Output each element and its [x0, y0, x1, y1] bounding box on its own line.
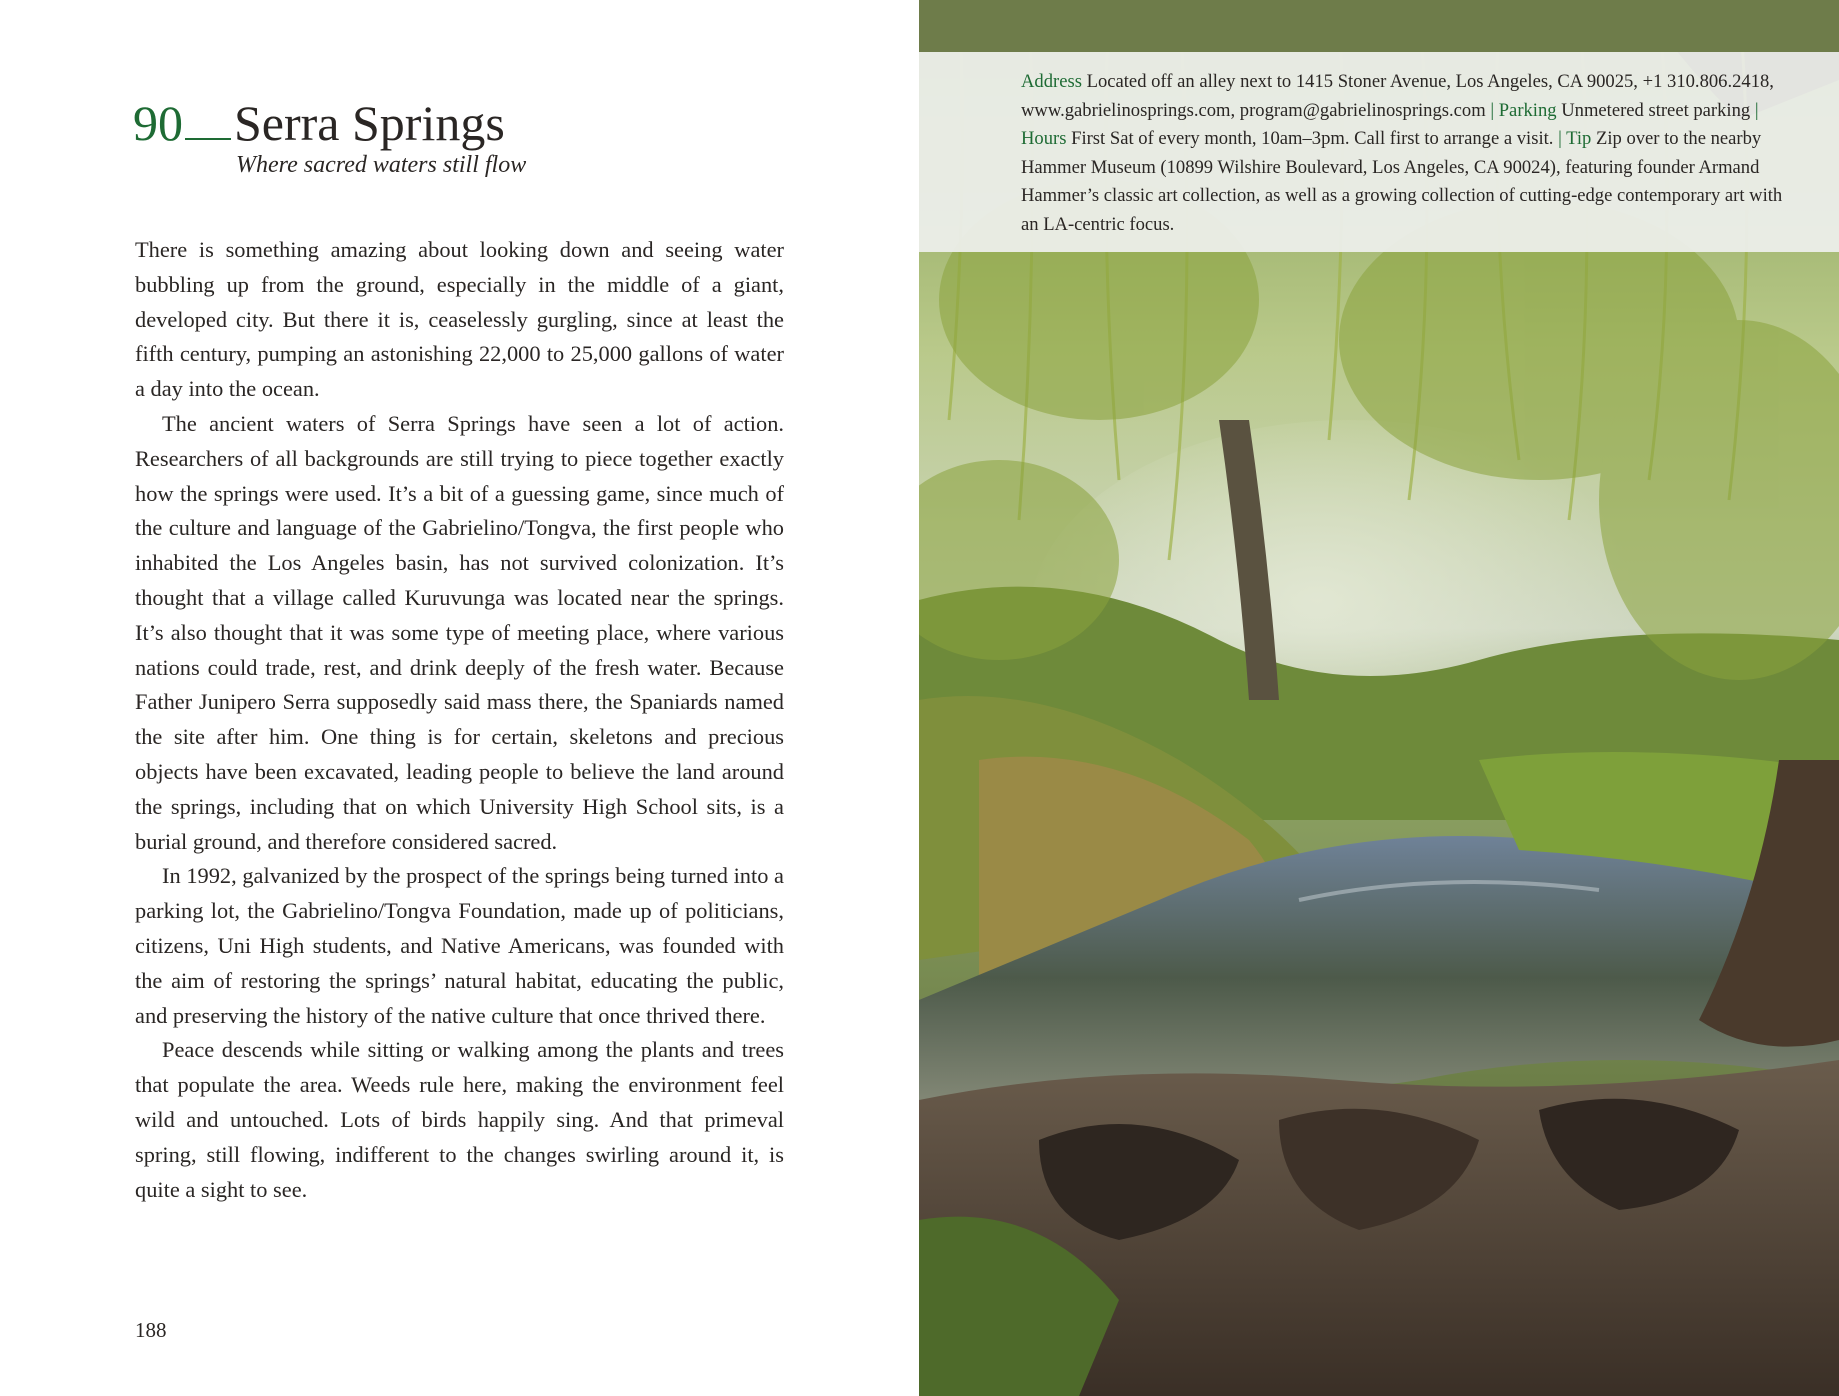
body-paragraph: Peace descends while sitting or walking among the plants and trees that populate the area. Weeds rule here, making the environment feel wild and untouched. Lots of birds happily sing. And that primeval spring, still flowing, indifferent to the changes swirling around it, is quite a sight to see.	[135, 1037, 784, 1202]
chapter-subtitle: Where sacred waters still flow	[236, 152, 527, 178]
tip-text: Zip over to the nearby Hammer Museum (10899 Wilshire Boulevard, Los Angeles, CA 90024), featuring founder Armand Hammer’s classic art collection, as well as a growing collection of cutting-edge contemporary art with an LA-centric focus.	[1021, 128, 1783, 235]
address-label: Address	[1021, 71, 1082, 92]
heading-rule	[185, 138, 231, 140]
parking-text: Unmetered street parking	[1561, 99, 1751, 121]
tip-label: Tip	[1566, 128, 1592, 150]
body-paragraph: There is something amazing about looking down and seeing water bubbling up from the ground, especially in the middle of a giant, developed city. But there it is, ceaselessly gurgling, since at least the fifth century, pumping an astonishing 22,000 to 25,000 gallons of water a day into the ocean.	[135, 237, 784, 402]
chapter-heading	[133, 95, 553, 151]
separator: |	[1558, 128, 1562, 150]
hours-label: Hours	[1021, 128, 1067, 150]
left-page	[0, 0, 919, 1396]
address-text: Located off an alley next to 1415 Stoner Avenue, Los Angeles, CA 90025, +1 310.806.2418, www.gabrielinosprings.com, program@gabrielinosprings.com	[1021, 71, 1774, 121]
separator: |	[1490, 99, 1495, 121]
body-paragraph: In 1992, galvanized by the prospect of the springs being turned into a parking lot, the Gabrielino/Tongva Foundation, made up of politicians, citizens, Uni High students, and Native Americans, was founded with the aim of restoring the springs’ natural habitat, educating the public, and preserving the history of the native culture that once thrived there.	[135, 863, 784, 1028]
page-number: 188	[135, 1318, 167, 1342]
chapter-number: 90	[133, 95, 183, 151]
hours-text: First Sat of every month, 10am–3pm. Call first to arrange a visit.	[1071, 128, 1554, 150]
parking-label: Parking	[1498, 99, 1557, 121]
body-text	[135, 233, 784, 1207]
body-paragraph: The ancient waters of Serra Springs have seen a lot of action. Researchers of all backgrounds are still trying to piece together exactly how the springs were used. It’s a bit of a guessing game, since much of the culture and language of the Gabrielino/Tongva, the first people who inhabited the Los Angeles basin, has not survived colonization. It’s thought that a village called Kuruvunga was located near the springs. It’s also thought that it was some type of meeting place, where various nations could trade, rest, and drink deeply of the fresh water. Because Father Junipero Serra supposedly said mass there, the Spaniards named the site after him. One thing is for certain, skeletons and precious objects have been excavated, leading people to believe the land around the springs, including that on which University High School sits, is a burial ground, and therefore considered sacred.	[135, 410, 784, 854]
info-box	[919, 52, 1839, 252]
chapter-title: Serra Springs	[234, 95, 505, 151]
separator: |	[1754, 99, 1759, 121]
